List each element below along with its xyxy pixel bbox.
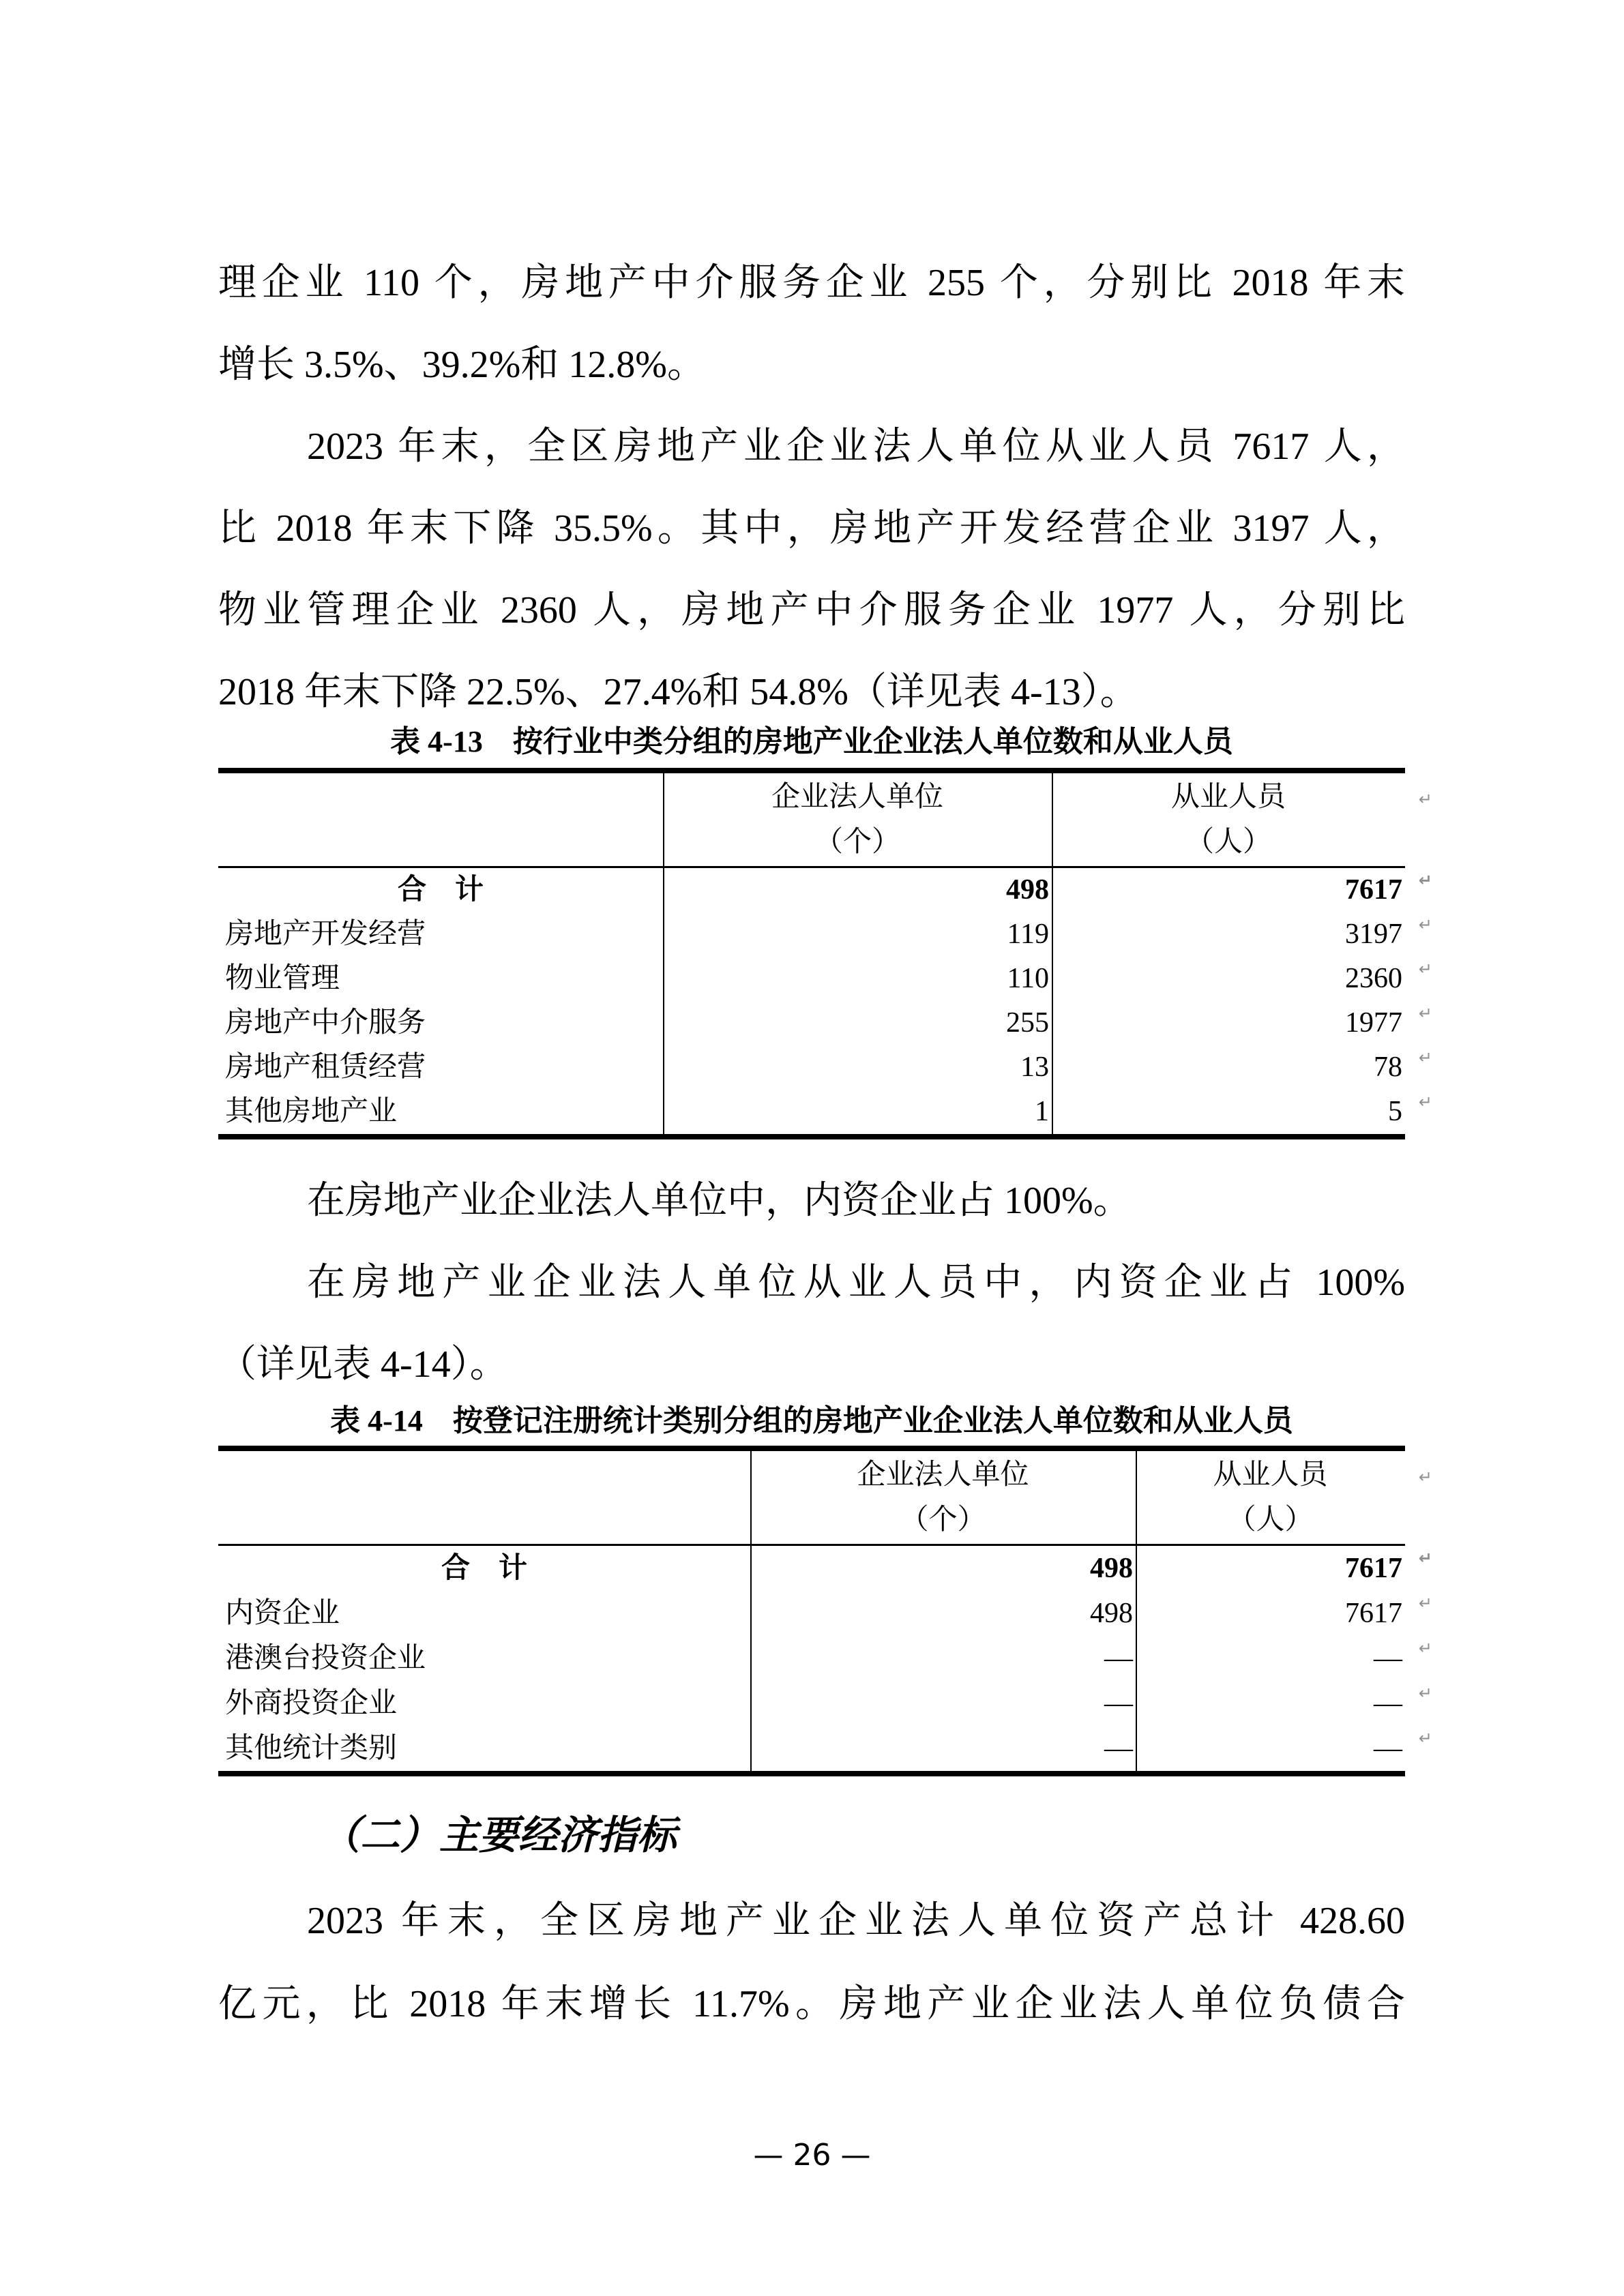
row-label: 其他统计类别: [225, 1733, 398, 1764]
header-units-unit: （个）: [814, 826, 900, 858]
table-4-13-header-employees: [1052, 773, 1405, 866]
units-value: 119: [1007, 919, 1049, 950]
employees-text: 7617: [1345, 1553, 1402, 1584]
table-4-13-header-row: [218, 773, 1432, 868]
employees-value: [1052, 912, 1432, 957]
employees-value: [1136, 1546, 1432, 1591]
employees-text: 3197: [1345, 919, 1402, 950]
row-label: 其他房地产业: [225, 1096, 398, 1127]
body-line-1: 理企业 110 个，房地产中介服务企业 255 个，分别比 2018 年末: [218, 262, 1405, 304]
employees-value: [1136, 1681, 1432, 1726]
paragraph-mark-icon: ↵: [1418, 790, 1432, 809]
table-4-13-title: 表 4-13 按行业中类分组的房地产业企业法人单位数和从业人员: [390, 725, 1233, 758]
table-4-14-header-indicator: [218, 1451, 750, 1544]
paragraph-mark-icon: ↵: [1418, 1004, 1432, 1023]
units-value: —: [1104, 1733, 1133, 1764]
row-label: 房地产租赁经营: [225, 1052, 426, 1083]
body-line-6: 2018 年末下降 22.5%、27.4%和 54.8%（详见表 4-13）。: [218, 671, 1138, 713]
paragraph-mark-icon: ↵: [1418, 959, 1432, 979]
employees-text: 7617: [1345, 874, 1402, 906]
section-heading: （二）主要经济指标: [321, 1813, 677, 1858]
employees-text: 78: [1374, 1052, 1402, 1083]
paragraph-mark-icon: ↵: [1418, 1639, 1432, 1658]
units-value: 255: [1006, 1007, 1049, 1039]
units-value: 13: [1020, 1052, 1049, 1083]
body-line-3: 2023 年末，全区房地产业企业法人单位从业人员 7617 人，: [307, 426, 1405, 468]
table-row: [218, 1681, 1432, 1726]
table-row: [218, 1726, 1432, 1771]
employees-text: 2360: [1345, 963, 1402, 994]
table-4-14: [218, 1446, 1432, 1776]
paragraph-mark-icon: ↵: [1418, 1729, 1432, 1748]
employees-value: [1052, 1045, 1432, 1090]
table-4-13-header-indicator: [218, 773, 663, 866]
table-4-14-header-employees: [1136, 1451, 1405, 1544]
table-row: [218, 912, 1432, 957]
paragraph-mark-icon: ↵: [1418, 1684, 1432, 1703]
table-row: [218, 1546, 1432, 1591]
employees-value: [1052, 957, 1432, 1001]
paragraph-mark-icon: ↵: [1418, 1048, 1432, 1067]
employees-value: [1136, 1636, 1432, 1681]
row-label: 合 计: [397, 874, 484, 906]
employees-text: —: [1374, 1643, 1402, 1674]
units-value: —: [1104, 1688, 1133, 1719]
paragraph-mark-icon: ↵: [1418, 915, 1432, 934]
employees-value: [1052, 868, 1432, 912]
body-line-4: 比 2018 年末下降 35.5%。其中，房地产开发经营企业 3197 人，: [218, 507, 1405, 550]
row-label: 外商投资企业: [225, 1688, 398, 1719]
units-value: 498: [1006, 874, 1049, 906]
table-4-14-header-row: [218, 1451, 1432, 1546]
header-employees-label: 从业人员: [1170, 781, 1286, 813]
table-row: [218, 1591, 1432, 1636]
employees-value: [1052, 1001, 1432, 1045]
header-employees-label: 从业人员: [1213, 1459, 1328, 1491]
table-row: [218, 1045, 1432, 1090]
employees-text: —: [1374, 1688, 1402, 1719]
body-line-9: （详见表 4-14）。: [218, 1343, 508, 1386]
paragraph-mark-icon: ↵: [1418, 1092, 1432, 1112]
table-4-14-header-units: [750, 1451, 1136, 1544]
paragraph-mark-icon: ↵: [1418, 1467, 1432, 1487]
employees-value: [1136, 1726, 1432, 1771]
table-row: [218, 1636, 1432, 1681]
table-row: [218, 1090, 1432, 1134]
employees-value: [1052, 1090, 1432, 1134]
row-label: 合 计: [441, 1553, 527, 1584]
units-value: 498: [1090, 1553, 1133, 1584]
table-4-13: [218, 768, 1432, 1139]
employees-text: 1977: [1345, 1007, 1402, 1039]
body-line-10: 2023 年末，全区房地产业企业法人单位资产总计 428.60: [307, 1900, 1405, 1942]
row-label: 房地产开发经营: [225, 919, 426, 950]
paragraph-mark-icon: ↵: [1418, 871, 1432, 890]
body-line-5: 物业管理企业 2360 人，房地产中介服务企业 1977 人，分别比: [218, 589, 1405, 631]
row-label: 内资企业: [225, 1598, 340, 1629]
paragraph-mark-icon: ↵: [1418, 1549, 1432, 1568]
units-value: —: [1104, 1643, 1133, 1674]
employees-text: 5: [1388, 1096, 1402, 1127]
header-units-unit: （个）: [900, 1504, 986, 1536]
header-employees-unit: （人）: [1185, 826, 1271, 858]
units-value: 498: [1090, 1598, 1133, 1629]
body-line-11: 亿元，比 2018 年末增长 11.7%。房地产业企业法人单位负债合: [218, 1983, 1405, 2025]
table-row: [218, 868, 1432, 912]
body-line-8: 在房地产业企业法人单位从业人员中，内资企业占 100%: [307, 1262, 1405, 1304]
header-employees-unit: （人）: [1227, 1504, 1314, 1536]
page-number: — 26 —: [753, 2138, 871, 2173]
units-value: 110: [1007, 963, 1049, 994]
paragraph-mark-icon: ↵: [1418, 1594, 1432, 1613]
row-label: 房地产中介服务: [225, 1007, 426, 1039]
employees-text: —: [1374, 1733, 1402, 1764]
header-units-label: 企业法人单位: [771, 781, 943, 813]
table-4-14-title: 表 4-14 按登记注册统计类别分组的房地产业企业法人单位数和从业人员: [330, 1404, 1293, 1437]
row-label: 港澳台投资企业: [225, 1643, 426, 1674]
table-row: [218, 1001, 1432, 1045]
body-line-7: 在房地产业企业法人单位中，内资企业占 100%。: [307, 1180, 1132, 1222]
employees-value: [1136, 1591, 1432, 1636]
table-4-13-header-units: [663, 773, 1052, 866]
units-value: 1: [1035, 1096, 1049, 1127]
header-units-label: 企业法人单位: [857, 1459, 1029, 1491]
row-label: 物业管理: [225, 963, 340, 994]
body-line-2: 增长 3.5%、39.2%和 12.8%。: [218, 344, 705, 386]
table-row: [218, 957, 1432, 1001]
employees-text: 7617: [1345, 1598, 1402, 1629]
